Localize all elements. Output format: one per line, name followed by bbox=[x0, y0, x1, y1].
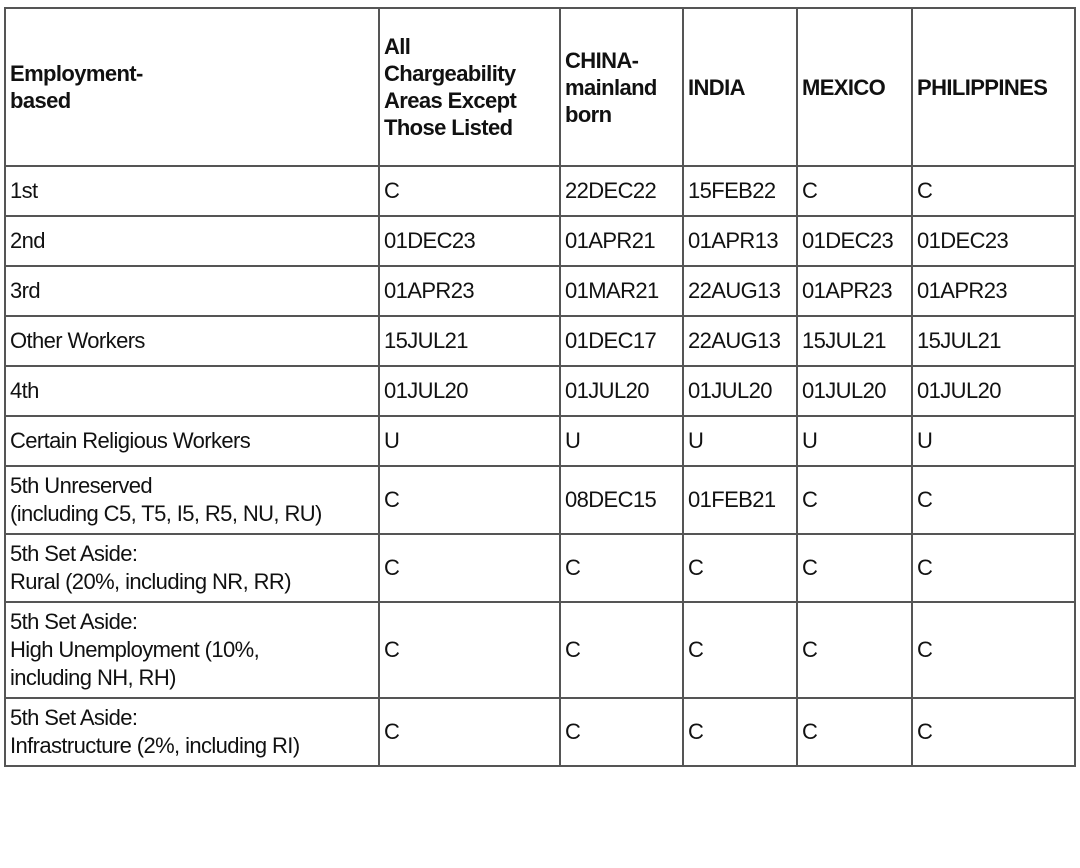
cell-mexico: C bbox=[797, 698, 912, 766]
row-label bbox=[5, 266, 379, 316]
cell-philippines: U bbox=[912, 416, 1075, 466]
cell-philippines: C bbox=[912, 466, 1075, 534]
row-label-line: 5th Set Aside: bbox=[10, 541, 138, 566]
cell-all-chargeability: 01JUL20 bbox=[379, 366, 560, 416]
cell-china: 01DEC17 bbox=[560, 316, 683, 366]
cell-philippines: 01DEC23 bbox=[912, 216, 1075, 266]
cell-india: C bbox=[683, 534, 797, 602]
cell-all-chargeability: C bbox=[379, 602, 560, 698]
cell-india: 22AUG13 bbox=[683, 316, 797, 366]
row-label-line: (including C5, T5, I5, R5, NU, RU) bbox=[10, 501, 322, 526]
header-row bbox=[5, 8, 1075, 166]
cell-mexico: C bbox=[797, 534, 912, 602]
row-label-line: High Unemployment (10%, bbox=[10, 637, 260, 662]
header-line: mainland bbox=[565, 74, 657, 100]
row-label-line: 3rd bbox=[10, 278, 40, 303]
cell-philippines: C bbox=[912, 698, 1075, 766]
header-line: Chargeability bbox=[384, 61, 516, 86]
table-row bbox=[5, 416, 1075, 466]
row-label bbox=[5, 366, 379, 416]
cell-mexico: 01JUL20 bbox=[797, 366, 912, 416]
row-label bbox=[5, 216, 379, 266]
cell-mexico: C bbox=[797, 466, 912, 534]
table-row bbox=[5, 534, 1075, 602]
row-label-line: Infrastructure (2%, including RI) bbox=[10, 733, 300, 758]
cell-india: 01JUL20 bbox=[683, 366, 797, 416]
table-row bbox=[5, 466, 1075, 534]
cell-china: U bbox=[560, 416, 683, 466]
header-line: born bbox=[565, 101, 612, 127]
header-line: MEXICO bbox=[802, 74, 886, 100]
row-label-line: 4th bbox=[10, 378, 39, 403]
header-line: PHILIPPINES bbox=[917, 74, 1048, 100]
cell-all-chargeability: U bbox=[379, 416, 560, 466]
row-label bbox=[5, 534, 379, 602]
cell-china: C bbox=[560, 534, 683, 602]
row-label-line: 5th Unreserved bbox=[10, 473, 153, 498]
header-mexico bbox=[797, 8, 912, 166]
table-row bbox=[5, 602, 1075, 698]
table-row bbox=[5, 316, 1075, 366]
cell-all-chargeability: C bbox=[379, 166, 560, 216]
header-employment-based bbox=[5, 8, 379, 166]
visa-bulletin-table bbox=[4, 7, 1076, 767]
row-label bbox=[5, 466, 379, 534]
header-line: All bbox=[384, 34, 411, 59]
cell-mexico: 01APR23 bbox=[797, 266, 912, 316]
cell-mexico: C bbox=[797, 166, 912, 216]
row-label-line: Rural (20%, including NR, RR) bbox=[10, 569, 291, 594]
table-row bbox=[5, 216, 1075, 266]
cell-china: 01MAR21 bbox=[560, 266, 683, 316]
header-line: INDIA bbox=[688, 74, 745, 100]
row-label bbox=[5, 166, 379, 216]
header-line: Employment- bbox=[10, 61, 143, 86]
cell-all-chargeability: 15JUL21 bbox=[379, 316, 560, 366]
header-india bbox=[683, 8, 797, 166]
cell-all-chargeability: C bbox=[379, 466, 560, 534]
cell-all-chargeability: C bbox=[379, 534, 560, 602]
row-label bbox=[5, 698, 379, 766]
row-label bbox=[5, 316, 379, 366]
header-china bbox=[560, 8, 683, 166]
cell-china: 08DEC15 bbox=[560, 466, 683, 534]
cell-all-chargeability: 01DEC23 bbox=[379, 216, 560, 266]
cell-india: U bbox=[683, 416, 797, 466]
header-line: Those Listed bbox=[384, 115, 513, 140]
cell-philippines: C bbox=[912, 534, 1075, 602]
header-philippines bbox=[912, 8, 1075, 166]
header-line: Areas Except bbox=[384, 88, 517, 113]
cell-china: 22DEC22 bbox=[560, 166, 683, 216]
row-label-line: 5th Set Aside: bbox=[10, 705, 138, 730]
cell-china: C bbox=[560, 698, 683, 766]
cell-philippines: 01APR23 bbox=[912, 266, 1075, 316]
table-row bbox=[5, 166, 1075, 216]
row-label-line: 5th Set Aside: bbox=[10, 609, 138, 634]
cell-philippines: C bbox=[912, 602, 1075, 698]
cell-china: 01JUL20 bbox=[560, 366, 683, 416]
cell-india: C bbox=[683, 602, 797, 698]
row-label bbox=[5, 602, 379, 698]
cell-philippines: 01JUL20 bbox=[912, 366, 1075, 416]
cell-all-chargeability: C bbox=[379, 698, 560, 766]
cell-india: 01FEB21 bbox=[683, 466, 797, 534]
cell-philippines: C bbox=[912, 166, 1075, 216]
table-row bbox=[5, 366, 1075, 416]
cell-china: 01APR21 bbox=[560, 216, 683, 266]
cell-philippines: 15JUL21 bbox=[912, 316, 1075, 366]
cell-india: 15FEB22 bbox=[683, 166, 797, 216]
row-label bbox=[5, 416, 379, 466]
row-label-line: Other Workers bbox=[10, 328, 145, 353]
cell-india: 01APR13 bbox=[683, 216, 797, 266]
cell-china: C bbox=[560, 602, 683, 698]
row-label-line: 1st bbox=[10, 178, 38, 203]
header-line: CHINA- bbox=[565, 47, 639, 73]
cell-india: C bbox=[683, 698, 797, 766]
row-label-line: including NH, RH) bbox=[10, 665, 176, 690]
cell-all-chargeability: 01APR23 bbox=[379, 266, 560, 316]
cell-mexico: C bbox=[797, 602, 912, 698]
cell-mexico: U bbox=[797, 416, 912, 466]
header-all-chargeability bbox=[379, 8, 560, 166]
table-row bbox=[5, 698, 1075, 766]
header-line: based bbox=[10, 88, 71, 113]
cell-mexico: 15JUL21 bbox=[797, 316, 912, 366]
row-label-line: 2nd bbox=[10, 228, 45, 253]
cell-mexico: 01DEC23 bbox=[797, 216, 912, 266]
cell-india: 22AUG13 bbox=[683, 266, 797, 316]
table-row bbox=[5, 266, 1075, 316]
row-label-line: Certain Religious Workers bbox=[10, 428, 251, 453]
